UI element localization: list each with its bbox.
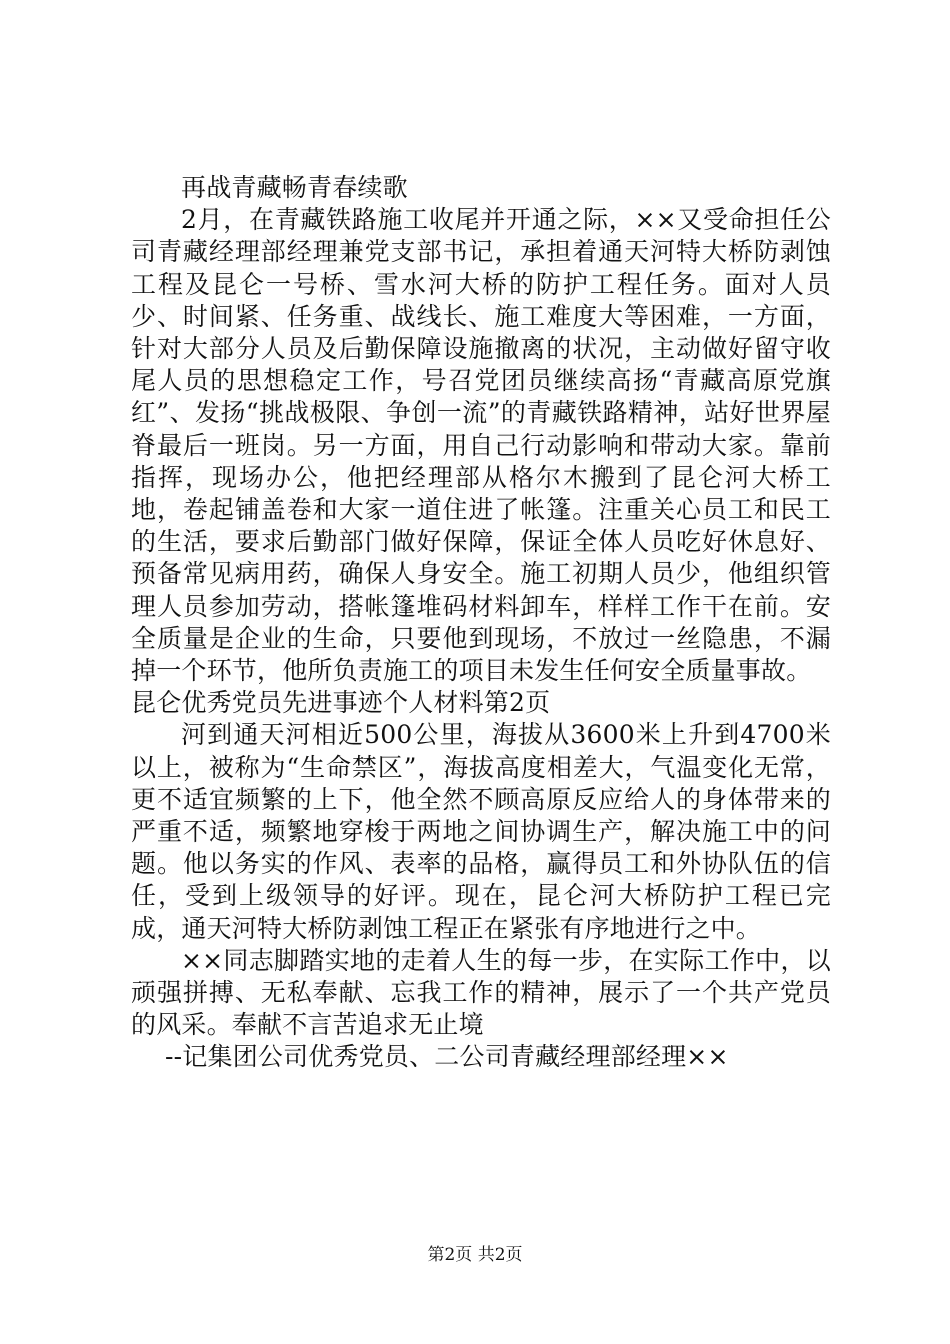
document-title: 再战青藏畅青春续歌 [181, 173, 408, 202]
page-marker-line: 昆仑优秀党员先进事迹个人材料第2页 [131, 688, 551, 718]
page-footer: 第2页 共2页 [427, 1245, 523, 1265]
document-body [131, 172, 831, 1074]
paragraph-construction: 2月，在青藏铁路施工收尾并开通之际，××又受命担任公司青藏经理部经理兼党支部书记，承担着通天河特大桥防剥蚀工程及昆仑一号桥、雪水河大桥的防护工程任务。面对人员少、时间紧、任务重、战线长、施工难度大等困难，一方面，针对大部分人员及后勤保障设施撤离的状况，主动做好留守收尾人员的思想稳定工作，号召党团员继续高扬“青藏高原党旗红”、发扬“挑战极限、争创一流”的青藏铁路精神，站好世界屋脊最后一班岗。另一方面，用自己行动影响和带动大家。靠前指挥，现场办公，他把经理部从格尔木搬到了昆仑河大桥工地，卷起铺盖卷和大家一道住进了帐篷。注重关心员工和民工的生活，要求后勤部门做好保障，保证全体人员吃好休息好、预备常见病用药，确保人身安全。施工初期人员少，他组织管理人员参加劳动，搭帐篷堆码材料卸车，样样工作干在前。安全质量是企业的生命，只要他到现场，不放过一丝隐患，不漏掉一个环节，他所负责施工的项目未发生任何安全质量事故。 [131, 205, 831, 686]
paragraph-summary: ××同志脚踏实地的走着人生的每一步，在实际工作中，以顽强拼搏、无私奉献、忘我工作的精神，展示了一个共产党员的风采。奉献不言苦追求无止境 [131, 945, 831, 1040]
subtitle-line: --记集团公司优秀党员、二公司青藏经理部经理×× [165, 1042, 729, 1072]
paragraph-altitude: 河到通天河相近500公里，海拔从3600米上升到4700米以上，被称为“生命禁区”，海拔高度相差大，气温变化无常，更不适宜频繁的上下，他全然不顾高原反应给人的身体带来的严重不适，频繁地穿梭于两地之间协调生产，解决施工中的问题。他以务实的作风、表率的品格，赢得员工和外协队伍的信任，受到上级领导的好评。现在，昆仑河大桥防护工程已完成，通天河特大桥防剥蚀工程正在紧张有序地进行之中。 [131, 720, 831, 943]
